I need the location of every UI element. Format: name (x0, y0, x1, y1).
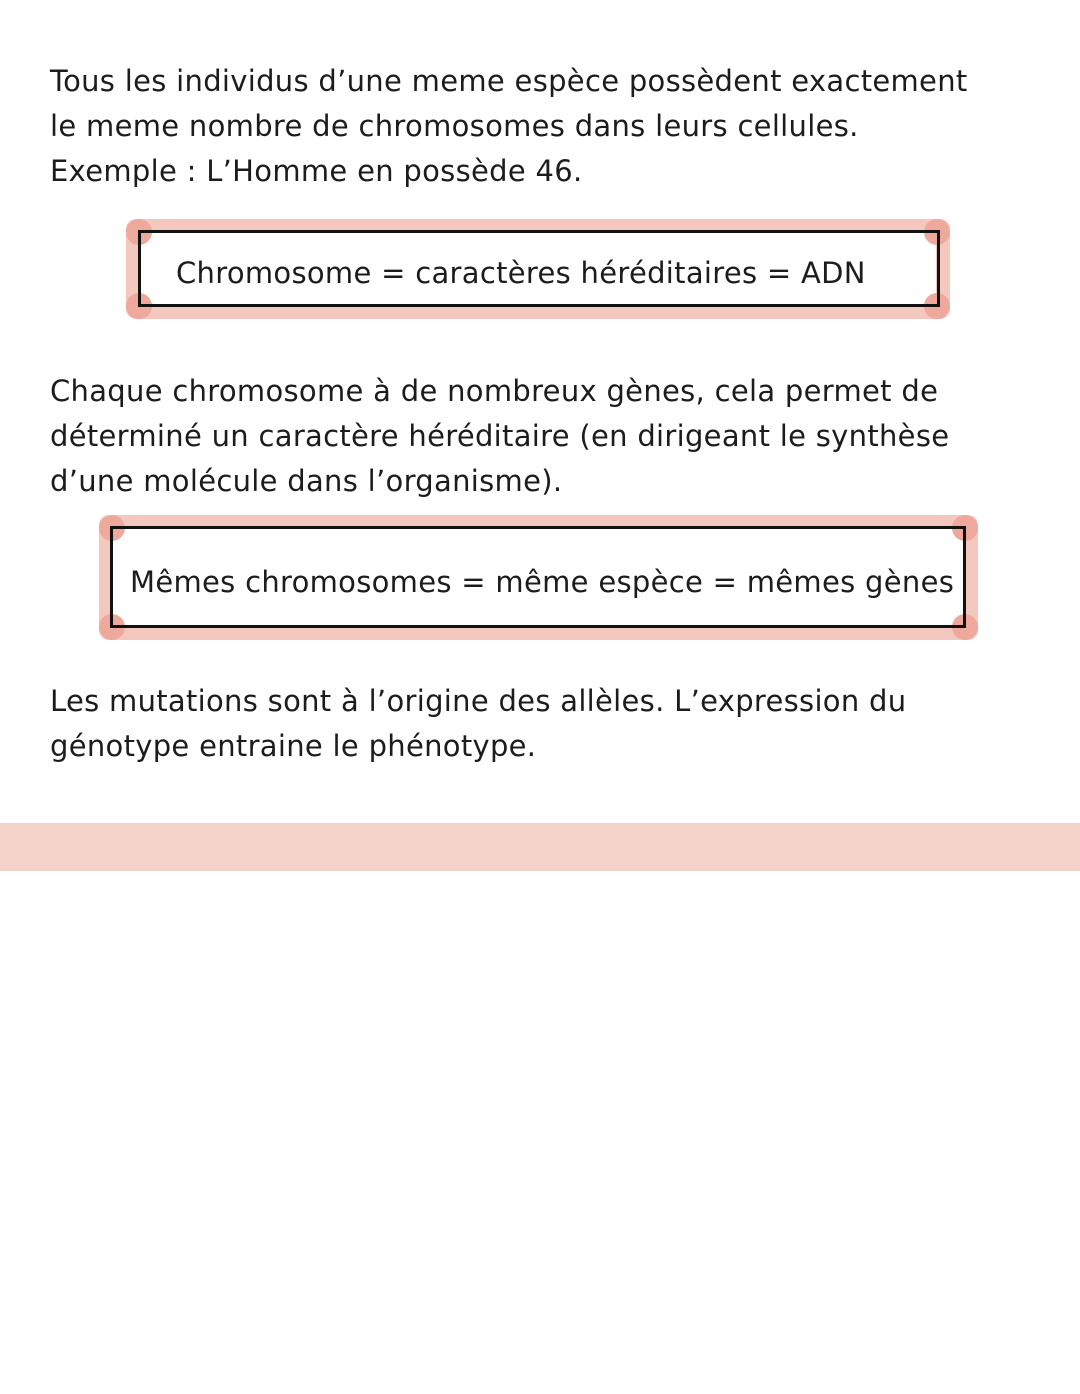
paragraph-genes (50, 369, 1040, 504)
text-line: Les mutations sont à l’origine des allèles. L’expression du (50, 684, 907, 718)
text-line: Tous les individus d’une meme espèce possèdent exactement (50, 64, 968, 98)
text-line: déterminé un caractère héréditaire (en dirigeant le synthèse (50, 419, 950, 453)
text-line: le meme nombre de chromosomes dans leurs cellules. (50, 109, 859, 143)
highlight-band-divider (0, 823, 1080, 871)
paragraph-species-chromosomes (50, 59, 1040, 194)
definition-text: Chromosome = caractères héréditaires = ADN (176, 256, 866, 290)
text-line: génotype entraine le phénotype. (50, 729, 537, 763)
text-line: d’une molécule dans l’organisme). (50, 464, 563, 498)
definition-text: Mêmes chromosomes = même espèce = mêmes gènes (130, 565, 955, 599)
paragraph-mutations (50, 679, 1040, 769)
text-line: Exemple : L’Homme en possède 46. (50, 154, 583, 188)
text-line: Chaque chromosome à de nombreux gènes, cela permet de (50, 374, 939, 408)
